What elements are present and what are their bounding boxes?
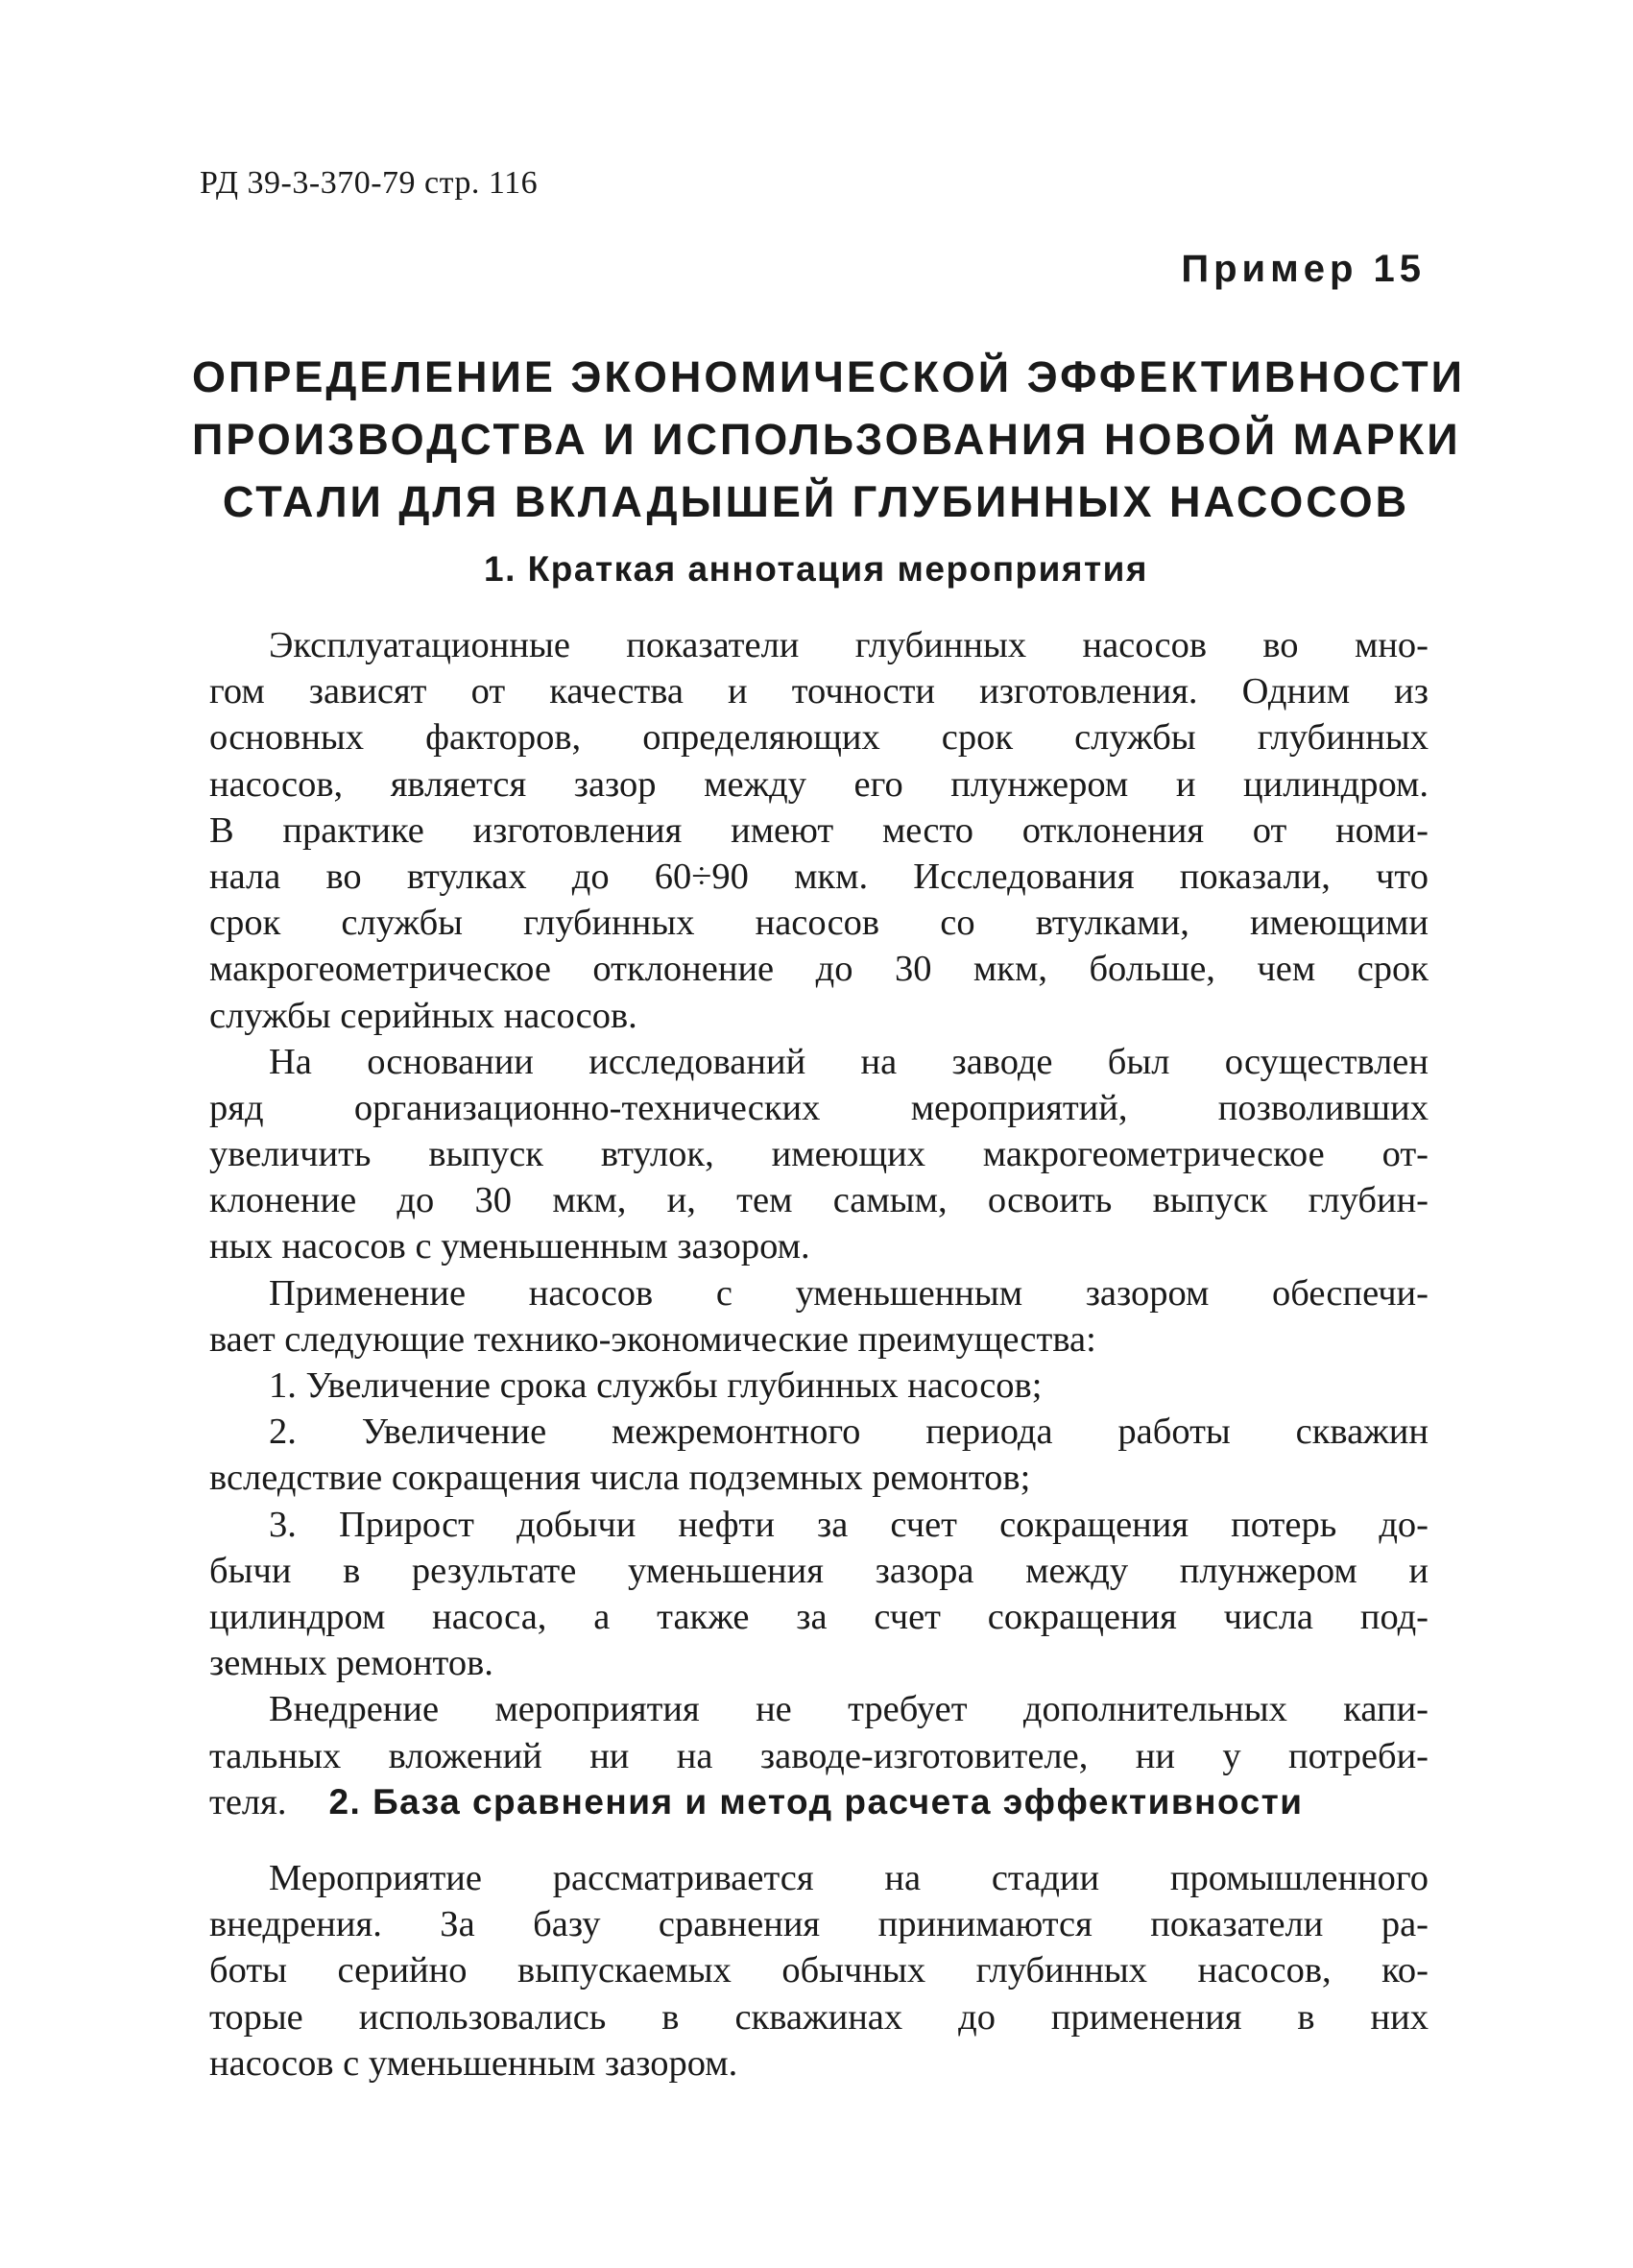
text-line: службы серийных насосов. [209, 995, 637, 1036]
text-line: боты серийно выпускаемых обычных глубинных насосов, ко- [209, 1950, 1429, 1991]
text-line: Эксплуатационные показатели глубинных насосов во мно- [269, 625, 1429, 665]
text-line: вследствие сокращения числа подземных ремонтов; [209, 1458, 1031, 1499]
text-line: клонение до 30 мкм, и, тем самым, освоить выпуск глубин- [209, 1180, 1429, 1221]
text-line: основных факторов, определяющих срок службы глубинных [209, 717, 1429, 759]
list-item: 2. Увеличение межремонтного периода работы скважин [269, 1411, 1429, 1453]
text-line: Мероприятие рассматривается на стадии промышленного [269, 1858, 1429, 1898]
text-line: насосов с уменьшенным зазором. [209, 2042, 738, 2084]
text-line: ряд организационно-технических мероприятий, позволивших [209, 1087, 1429, 1128]
list-item: 1. Увеличение срока службы глубинных насосов; [269, 1365, 1043, 1406]
text-line: срок службы глубинных насосов со втулками, имеющими [209, 903, 1429, 944]
main-title [192, 346, 1465, 533]
list-item: 3. Прирост добычи нефти за счет сокращения потерь до- [269, 1504, 1429, 1545]
text-line: насосов, является зазор между его плунжером и цилиндром. [209, 763, 1429, 805]
section-annotation-body [209, 622, 1429, 1825]
text-line: бычи в результате уменьшения зазора между плунжером и [209, 1550, 1429, 1591]
title-line: ПРОИЗВОДСТВА И ИСПОЛЬЗОВАНИЯ НОВОЙ МАРКИ [192, 415, 1461, 464]
text-line: торые использовались в скважинах до применения в них [209, 1996, 1429, 2038]
text-line: вает следующие технико-экономические преимущества: [209, 1318, 1096, 1360]
title-line: ОПРЕДЕЛЕНИЕ ЭКОНОМИЧЕСКОЙ ЭФФЕКТИВНОСТИ [192, 352, 1465, 401]
text-line: тальных вложений ни на заводе-изготовителе, ни у потреби- [209, 1735, 1429, 1776]
section-comparison-body [209, 1855, 1429, 2087]
text-line: теля. [209, 1781, 287, 1822]
title-line: СТАЛИ ДЛЯ ВКЛАДЫШЕЙ ГЛУБИННЫХ НАСОСОВ [222, 477, 1410, 526]
text-line: На основании исследований на заводе был осуществлен [269, 1041, 1429, 1082]
example-label: Пример 15 [1181, 248, 1426, 290]
text-line: В практике изготовления имеют место отклонения от номи- [209, 809, 1429, 851]
running-header: РД 39-3-370-79 стр. 116 [200, 165, 539, 201]
text-line: нала во втулках до 60÷90 мкм. Исследования показали, что [209, 856, 1429, 897]
text-line: земных ремонтов. [209, 1643, 493, 1684]
text-line: гом зависят от качества и точности изготовления. Одним из [209, 671, 1429, 712]
text-line: внедрения. За базу сравнения принимаются показатели ра- [209, 1904, 1429, 1945]
text-line: Внедрение мероприятия не требует дополнительных капи- [269, 1689, 1429, 1730]
section-heading-annotation: 1. Краткая аннотация мероприятия [484, 549, 1148, 589]
text-line: увеличить выпуск втулок, имеющих макрогеометрическое от- [209, 1134, 1429, 1175]
text-line: ных насосов с уменьшенным зазором. [209, 1226, 810, 1267]
section-heading-comparison: 2. База сравнения и метод расчета эффективности [328, 1782, 1304, 1822]
text-line: Применение насосов с уменьшенным зазором обеспечи- [269, 1272, 1429, 1314]
text-line: цилиндром насоса, а также за счет сокращения числа под- [209, 1596, 1429, 1637]
text-line: макрогеометрическое отклонение до 30 мкм, больше, чем срок [209, 949, 1429, 990]
